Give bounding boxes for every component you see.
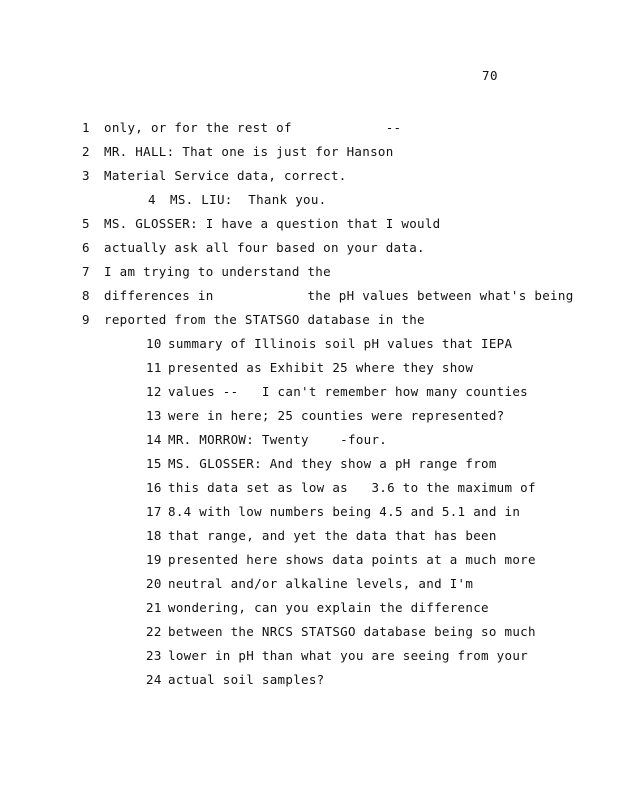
line-number: 18	[146, 528, 162, 543]
page-number: 70	[482, 68, 499, 83]
transcript-line	[148, 192, 327, 207]
line-number: 2	[82, 144, 90, 159]
transcript-line	[146, 648, 528, 663]
line-number: 3	[82, 168, 90, 183]
line-text: MR. MORROW: Twenty -four.	[168, 432, 388, 447]
line-number: 10	[146, 336, 162, 351]
transcript-line	[146, 360, 473, 375]
line-number: 23	[146, 648, 162, 663]
line-text: that range, and yet the data that has been	[168, 528, 497, 543]
line-number: 9	[82, 312, 90, 327]
line-number: 22	[146, 624, 162, 639]
line-text: MS. GLOSSER: And they show a pH range from	[168, 456, 497, 471]
line-text: Material Service data, correct.	[104, 168, 347, 183]
line-text: wondering, can you explain the difference	[168, 600, 489, 615]
transcript-line	[146, 408, 505, 423]
line-text: 8.4 with low numbers being 4.5 and 5.1 and in	[168, 504, 521, 519]
transcript-line	[82, 240, 425, 255]
transcript-line	[146, 624, 536, 639]
transcript-line	[82, 288, 574, 303]
line-number: 14	[146, 432, 162, 447]
line-text: MR. HALL: That one is just for Hanson	[104, 144, 394, 159]
line-number: 7	[82, 264, 90, 279]
line-number: 19	[146, 552, 162, 567]
line-text: only, or for the rest of --	[104, 120, 402, 135]
line-number: 8	[82, 288, 90, 303]
line-number: 5	[82, 216, 90, 231]
line-number: 15	[146, 456, 162, 471]
line-text: MS. LIU: Thank you.	[170, 192, 327, 207]
line-number: 12	[146, 384, 162, 399]
line-number: 20	[146, 576, 162, 591]
line-text: actually ask all four based on your data.	[104, 240, 425, 255]
line-text: presented here shows data points at a much more	[168, 552, 536, 567]
transcript-line	[146, 528, 497, 543]
line-number: 1	[82, 120, 90, 135]
line-text: neutral and/or alkaline levels, and I'm	[168, 576, 474, 591]
transcript-line	[146, 504, 520, 519]
transcript-line	[82, 216, 441, 231]
transcript-line	[146, 600, 489, 615]
line-number: 17	[146, 504, 162, 519]
transcript-line	[82, 168, 347, 183]
transcript-line	[146, 456, 497, 471]
line-text: lower in pH than what you are seeing from your	[168, 648, 528, 663]
transcript-line	[82, 144, 394, 159]
line-text: were in here; 25 counties were represented?	[168, 408, 505, 423]
transcript-line	[82, 312, 425, 327]
transcript-line	[146, 480, 536, 495]
line-text: differences in the pH values between what's being	[104, 288, 574, 303]
line-number: 13	[146, 408, 162, 423]
line-text: I am trying to understand the	[104, 264, 331, 279]
transcript-line	[146, 552, 536, 567]
line-text: between the NRCS STATSGO database being so much	[168, 624, 536, 639]
line-number: 21	[146, 600, 162, 615]
line-number: 16	[146, 480, 162, 495]
line-text: values -- I can't remember how many counties	[168, 384, 528, 399]
transcript-line	[146, 384, 528, 399]
line-text: actual soil samples?	[168, 672, 325, 687]
line-text: reported from the STATSGO database in the	[104, 312, 425, 327]
transcript-line	[82, 264, 331, 279]
line-text: this data set as low as 3.6 to the maximum of	[168, 480, 536, 495]
line-number: 6	[82, 240, 90, 255]
transcript-line	[82, 120, 401, 135]
transcript-line	[146, 576, 473, 591]
line-number: 4	[148, 192, 156, 207]
line-number: 11	[146, 360, 162, 375]
line-number: 24	[146, 672, 162, 687]
line-text: presented as Exhibit 25 where they show	[168, 360, 474, 375]
line-text: summary of Illinois soil pH values that IEPA	[168, 336, 513, 351]
transcript-line	[146, 672, 325, 687]
transcript-line	[146, 432, 387, 447]
transcript-line	[146, 336, 512, 351]
line-text: MS. GLOSSER: I have a question that I would	[104, 216, 441, 231]
